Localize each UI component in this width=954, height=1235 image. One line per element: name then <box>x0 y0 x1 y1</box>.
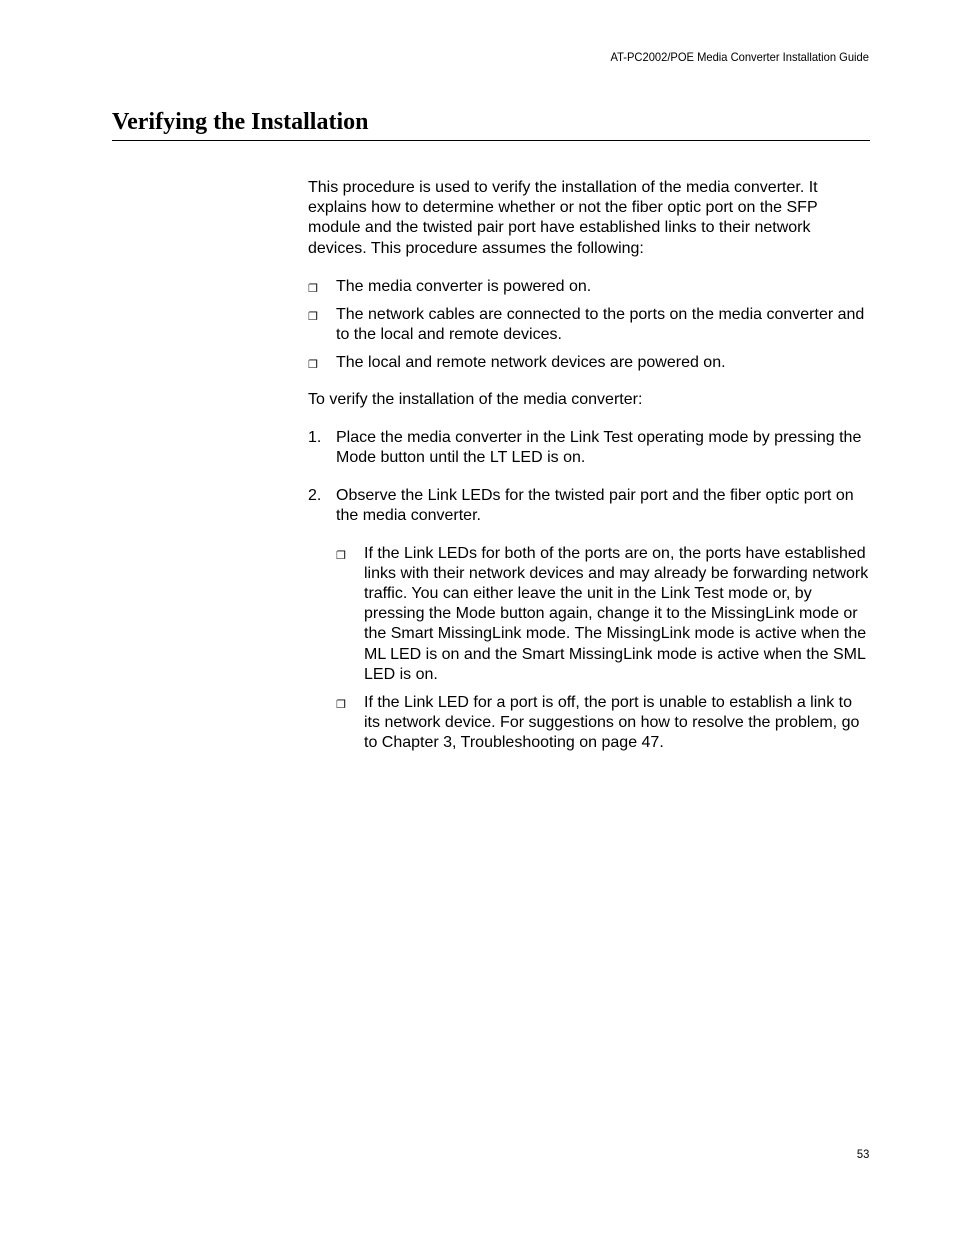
list-item <box>336 544 870 685</box>
procedure-lead-in: To verify the installation of the media converter: <box>308 390 643 408</box>
list-item <box>336 693 870 754</box>
body-content <box>308 178 870 772</box>
checkbox-bullet-icon: ❐ <box>308 311 318 324</box>
assumptions-list <box>308 277 870 374</box>
list-item <box>308 277 870 297</box>
step-text: Observe the Link LEDs for the twisted pair port and the fiber optic port on the media converter. <box>336 487 854 525</box>
list-item <box>308 305 870 345</box>
list-item <box>308 353 870 373</box>
page-number: 53 <box>856 1147 869 1161</box>
procedure-step <box>308 486 870 753</box>
list-item-text: If the Link LEDs for both of the ports are on, the ports have established links with their network devices and may already be forwarding network traffic. You can either leave the unit in the Link Test mode or, by pressing the Mode button again, change it to the MissingLink mode or the Smart MissingLink mode. The MissingLink mode is active when the ML LED is on and the Smart MissingLink mode is active when the SML LED is on. <box>364 544 869 683</box>
step-number: 2. <box>308 487 322 505</box>
step-sub-list <box>336 544 870 754</box>
section-title: Verifying the Installation <box>112 109 369 135</box>
checkbox-bullet-icon: ❐ <box>308 282 318 295</box>
list-item-text: If the Link LED for a port is off, the port is unable to establish a link to its network device. For suggestions on how to resolve the problem, go to Chapter 3, Troubleshooting on page 47. <box>364 694 860 752</box>
list-item-text: The network cables are connected to the ports on the media converter and to the local and remote devices. <box>336 306 865 344</box>
intro-paragraph: This procedure is used to verify the installation of the media converter. It explains how to determine whether or not the fiber optic port on the SFP module and the twisted pair port have established links to their network devices. This procedure assumes the following: <box>308 179 818 257</box>
list-item-text: The media converter is powered on. <box>336 277 592 295</box>
list-item-text: The local and remote network devices are powered on. <box>336 354 726 372</box>
title-rule <box>112 140 870 141</box>
checkbox-bullet-icon: ❐ <box>308 359 318 372</box>
procedure-step <box>308 428 870 468</box>
checkbox-bullet-icon: ❐ <box>336 549 346 562</box>
step-number: 1. <box>308 428 322 446</box>
checkbox-bullet-icon: ❐ <box>336 699 346 712</box>
procedure-steps <box>308 428 870 754</box>
step-text: Place the media converter in the Link Test operating mode by pressing the Mode button until the LT LED is on. <box>336 428 862 467</box>
running-header: AT-PC2002/POE Media Converter Installation Guide <box>610 50 869 64</box>
